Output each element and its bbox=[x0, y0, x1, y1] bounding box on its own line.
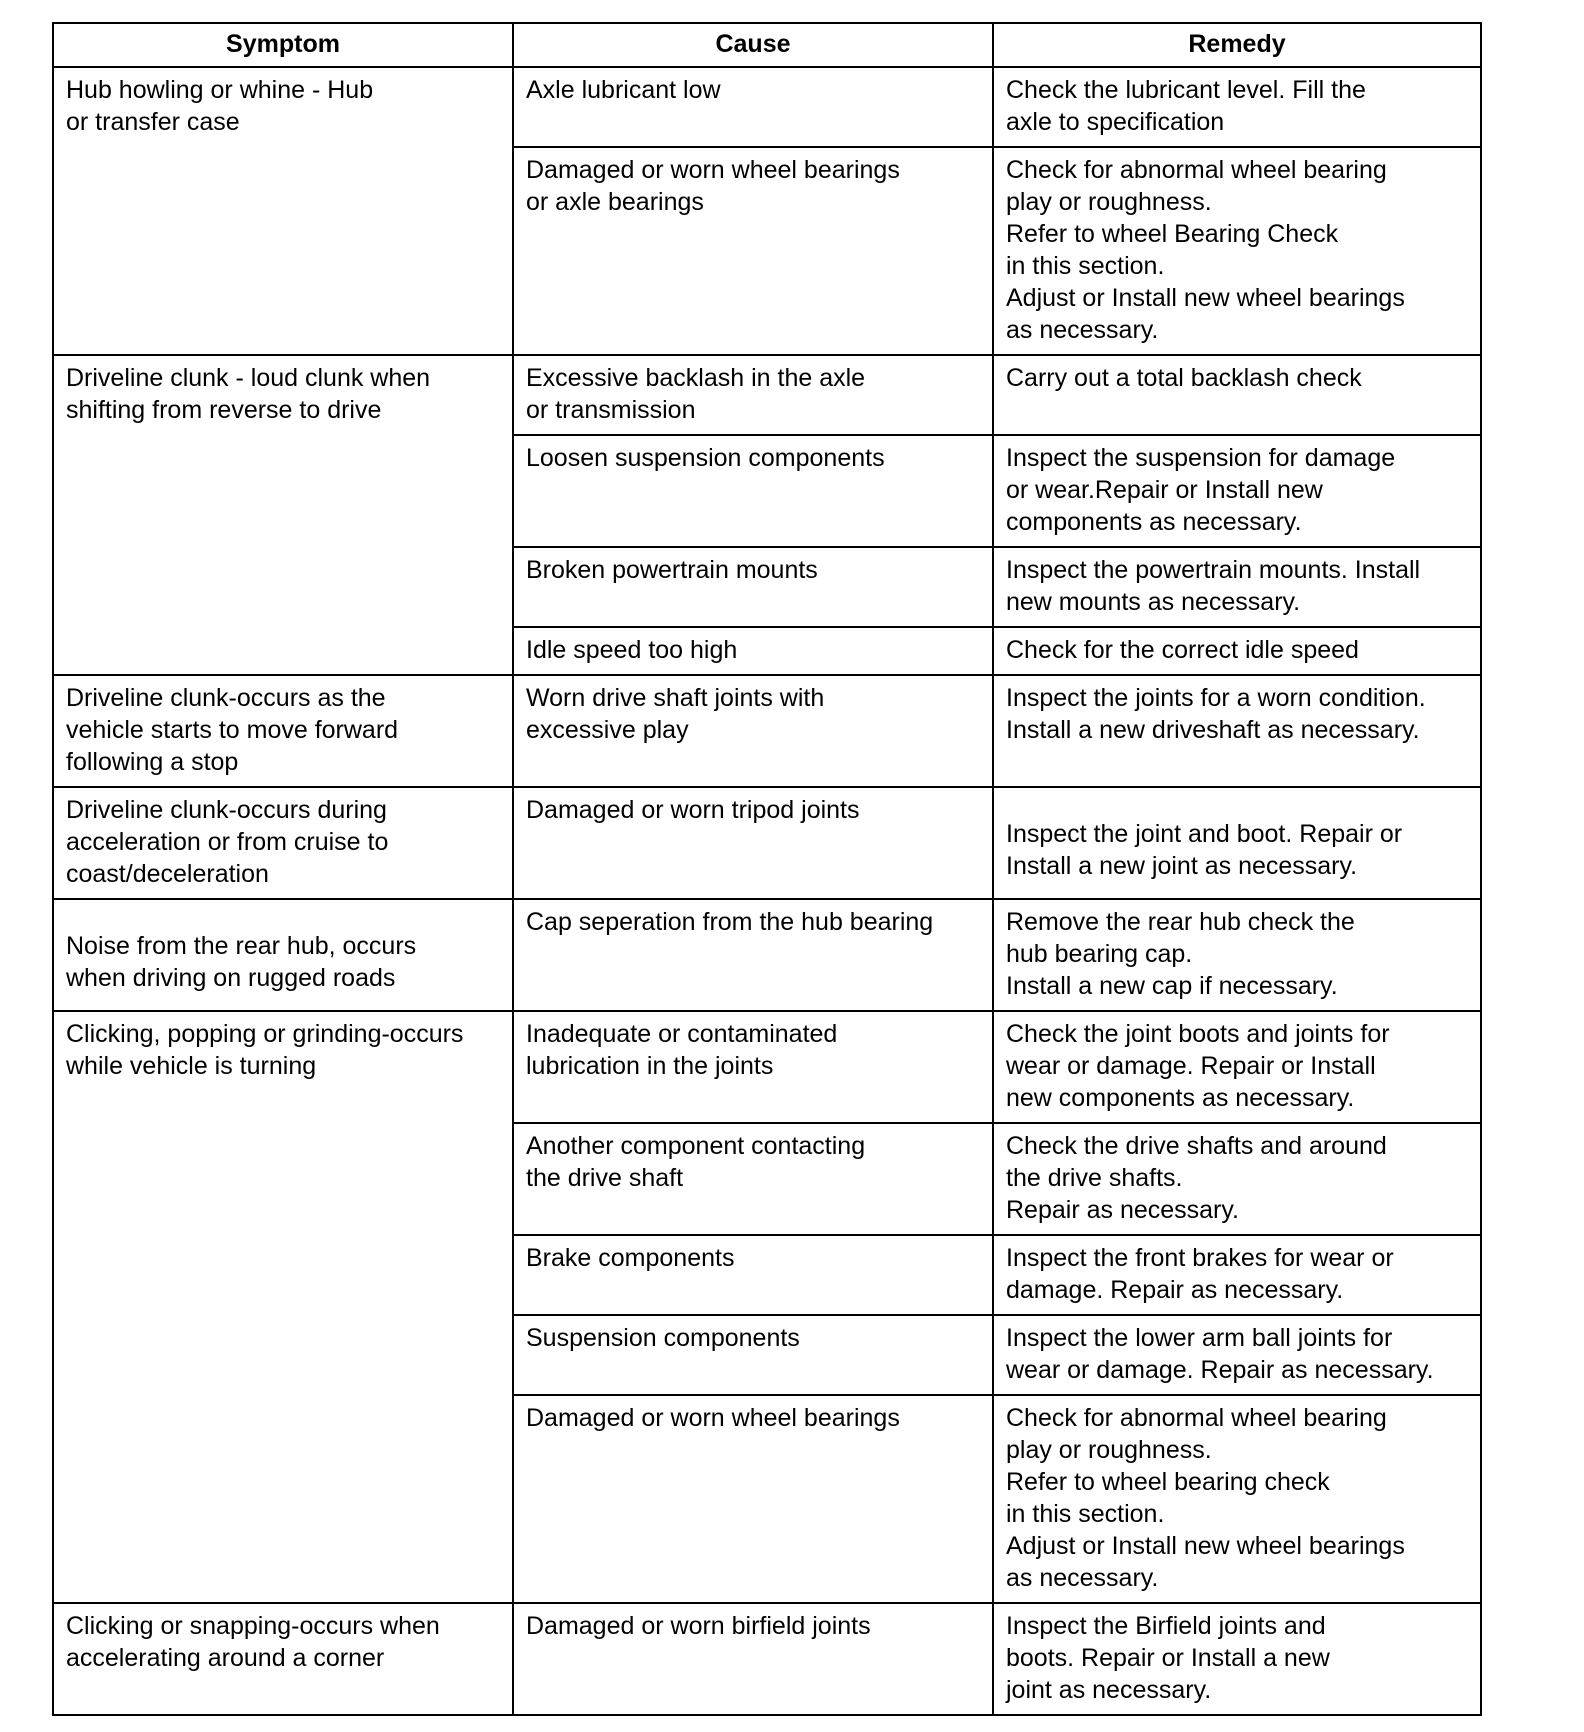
header-symptom: Symptom bbox=[53, 23, 513, 67]
symptom-cell bbox=[53, 787, 513, 899]
remedy-line: Inspect the powertrain mounts. Install bbox=[1006, 556, 1421, 584]
remedy-line: as necessary. bbox=[1006, 1564, 1159, 1592]
symptom-line: Noise from the rear hub, occurs bbox=[66, 932, 417, 960]
remedy-line: Repair as necessary. bbox=[1006, 1196, 1239, 1224]
cause-line: or transmission bbox=[526, 396, 696, 424]
cause-cell bbox=[513, 1315, 993, 1395]
table-row bbox=[53, 1603, 1481, 1715]
remedy-line: wear or damage. Repair or Install bbox=[1006, 1052, 1376, 1080]
remedy-line: Inspect the joints for a worn condition. bbox=[1006, 684, 1426, 712]
cause-line: excessive play bbox=[526, 716, 689, 744]
remedy-cell bbox=[993, 1603, 1481, 1715]
cause-cell bbox=[513, 1235, 993, 1315]
remedy-line: in this section. bbox=[1006, 252, 1165, 280]
symptom-cell bbox=[53, 67, 513, 355]
remedy-line: damage. Repair as necessary. bbox=[1006, 1276, 1344, 1304]
remedy-cell bbox=[993, 787, 1481, 899]
remedy-cell bbox=[993, 675, 1481, 787]
remedy-line: Adjust or Install new wheel bearings bbox=[1006, 284, 1405, 312]
remedy-line: Refer to wheel bearing check bbox=[1006, 1468, 1330, 1496]
table-row bbox=[53, 355, 1481, 435]
symptom-line: Clicking or snapping-occurs when bbox=[66, 1612, 440, 1640]
symptom-line: when driving on rugged roads bbox=[66, 964, 396, 992]
symptom-line: or transfer case bbox=[66, 108, 240, 136]
cause-cell bbox=[513, 547, 993, 627]
symptom-line: coast/deceleration bbox=[66, 860, 269, 888]
remedy-line: Inspect the joint and boot. Repair or bbox=[1006, 820, 1403, 848]
table-row bbox=[53, 1011, 1481, 1123]
header-row bbox=[53, 23, 1481, 67]
remedy-line: Inspect the front brakes for wear or bbox=[1006, 1244, 1394, 1272]
remedy-line: Carry out a total backlash check bbox=[1006, 364, 1362, 392]
cause-line: or axle bearings bbox=[526, 188, 704, 216]
symptom-cell bbox=[53, 1011, 513, 1603]
remedy-line: components as necessary. bbox=[1006, 508, 1302, 536]
remedy-line: Inspect the suspension for damage bbox=[1006, 444, 1396, 472]
cause-line: the drive shaft bbox=[526, 1164, 684, 1192]
remedy-line: Install a new joint as necessary. bbox=[1006, 852, 1358, 880]
cause-line: lubrication in the joints bbox=[526, 1052, 774, 1080]
table-body bbox=[53, 67, 1481, 1715]
header-remedy: Remedy bbox=[993, 23, 1481, 67]
remedy-cell bbox=[993, 1235, 1481, 1315]
cause-line: Damaged or worn wheel bearings bbox=[526, 1404, 900, 1432]
cause-line: Suspension components bbox=[526, 1324, 800, 1352]
remedy-line: Check for abnormal wheel bearing bbox=[1006, 156, 1387, 184]
remedy-line: Remove the rear hub check the bbox=[1006, 908, 1355, 936]
cause-cell bbox=[513, 147, 993, 355]
cause-cell bbox=[513, 1603, 993, 1715]
cause-line: Inadequate or contaminated bbox=[526, 1020, 838, 1048]
remedy-line: Check the joint boots and joints for bbox=[1006, 1020, 1390, 1048]
remedy-line: play or roughness. bbox=[1006, 188, 1212, 216]
cause-cell bbox=[513, 435, 993, 547]
remedy-line: new mounts as necessary. bbox=[1006, 588, 1301, 616]
cause-line: Idle speed too high bbox=[526, 636, 738, 664]
symptom-line: Clicking, popping or grinding-occurs bbox=[66, 1020, 464, 1048]
document-page bbox=[52, 22, 1480, 1716]
cause-line: Damaged or worn wheel bearings bbox=[526, 156, 900, 184]
header-cause: Cause bbox=[513, 23, 993, 67]
remedy-line: Check the drive shafts and around bbox=[1006, 1132, 1387, 1160]
diagnosis-table bbox=[52, 22, 1482, 1716]
remedy-line: Check for the correct idle speed bbox=[1006, 636, 1359, 664]
table-row bbox=[53, 67, 1481, 147]
cause-cell bbox=[513, 67, 993, 147]
symptom-cell bbox=[53, 1603, 513, 1715]
remedy-line: Inspect the lower arm ball joints for bbox=[1006, 1324, 1393, 1352]
symptom-line: accelerating around a corner bbox=[66, 1644, 385, 1672]
cause-line: Excessive backlash in the axle bbox=[526, 364, 866, 392]
remedy-line: the drive shafts. bbox=[1006, 1164, 1183, 1192]
remedy-line: Install a new driveshaft as necessary. bbox=[1006, 716, 1420, 744]
remedy-cell bbox=[993, 1123, 1481, 1235]
remedy-line: as necessary. bbox=[1006, 316, 1159, 344]
symptom-cell bbox=[53, 355, 513, 675]
remedy-line: hub bearing cap. bbox=[1006, 940, 1193, 968]
remedy-line: or wear.Repair or Install new bbox=[1006, 476, 1323, 504]
remedy-line: Install a new cap if necessary. bbox=[1006, 972, 1338, 1000]
remedy-line: joint as necessary. bbox=[1006, 1676, 1212, 1704]
symptom-cell bbox=[53, 899, 513, 1011]
table-row bbox=[53, 787, 1481, 899]
remedy-line: play or roughness. bbox=[1006, 1436, 1212, 1464]
remedy-line: boots. Repair or Install a new bbox=[1006, 1644, 1330, 1672]
symptom-line: Driveline clunk - loud clunk when bbox=[66, 364, 431, 392]
symptom-line: Hub howling or whine - Hub bbox=[66, 76, 374, 104]
cause-cell bbox=[513, 627, 993, 675]
cause-line: Axle lubricant low bbox=[526, 76, 721, 104]
cause-line: Damaged or worn tripod joints bbox=[526, 796, 860, 824]
cause-line: Brake components bbox=[526, 1244, 735, 1272]
cause-cell bbox=[513, 1123, 993, 1235]
remedy-line: Inspect the Birfield joints and bbox=[1006, 1612, 1326, 1640]
cause-cell bbox=[513, 355, 993, 435]
remedy-line: axle to specification bbox=[1006, 108, 1225, 136]
symptom-line: acceleration or from cruise to bbox=[66, 828, 389, 856]
symptom-line: Driveline clunk-occurs during bbox=[66, 796, 387, 824]
cause-cell bbox=[513, 675, 993, 787]
remedy-line: in this section. bbox=[1006, 1500, 1165, 1528]
remedy-cell bbox=[993, 435, 1481, 547]
symptom-line: while vehicle is turning bbox=[66, 1052, 317, 1080]
cause-line: Worn drive shaft joints with bbox=[526, 684, 825, 712]
remedy-cell bbox=[993, 1395, 1481, 1603]
cause-line: Broken powertrain mounts bbox=[526, 556, 818, 584]
remedy-line: Check the lubricant level. Fill the bbox=[1006, 76, 1366, 104]
table-row bbox=[53, 899, 1481, 1011]
cause-cell bbox=[513, 787, 993, 899]
remedy-line: Adjust or Install new wheel bearings bbox=[1006, 1532, 1405, 1560]
remedy-line: Check for abnormal wheel bearing bbox=[1006, 1404, 1387, 1432]
cause-line: Another component contacting bbox=[526, 1132, 866, 1160]
table-row bbox=[53, 675, 1481, 787]
remedy-cell bbox=[993, 627, 1481, 675]
symptom-cell bbox=[53, 675, 513, 787]
remedy-line: Refer to wheel Bearing Check bbox=[1006, 220, 1339, 248]
remedy-cell bbox=[993, 147, 1481, 355]
remedy-cell bbox=[993, 1315, 1481, 1395]
remedy-cell bbox=[993, 67, 1481, 147]
remedy-line: wear or damage. Repair as necessary. bbox=[1006, 1356, 1434, 1384]
cause-cell bbox=[513, 899, 993, 1011]
symptom-line: Driveline clunk-occurs as the bbox=[66, 684, 386, 712]
cause-line: Damaged or worn birfield joints bbox=[526, 1612, 871, 1640]
remedy-cell bbox=[993, 899, 1481, 1011]
remedy-cell bbox=[993, 1011, 1481, 1123]
symptom-line: shifting from reverse to drive bbox=[66, 396, 382, 424]
cause-line: Cap seperation from the hub bearing bbox=[526, 908, 934, 936]
remedy-cell bbox=[993, 355, 1481, 435]
remedy-cell bbox=[993, 547, 1481, 627]
symptom-line: following a stop bbox=[66, 748, 239, 776]
cause-line: Loosen suspension components bbox=[526, 444, 885, 472]
cause-cell bbox=[513, 1011, 993, 1123]
symptom-line: vehicle starts to move forward bbox=[66, 716, 399, 744]
cause-cell bbox=[513, 1395, 993, 1603]
remedy-line: new components as necessary. bbox=[1006, 1084, 1355, 1112]
